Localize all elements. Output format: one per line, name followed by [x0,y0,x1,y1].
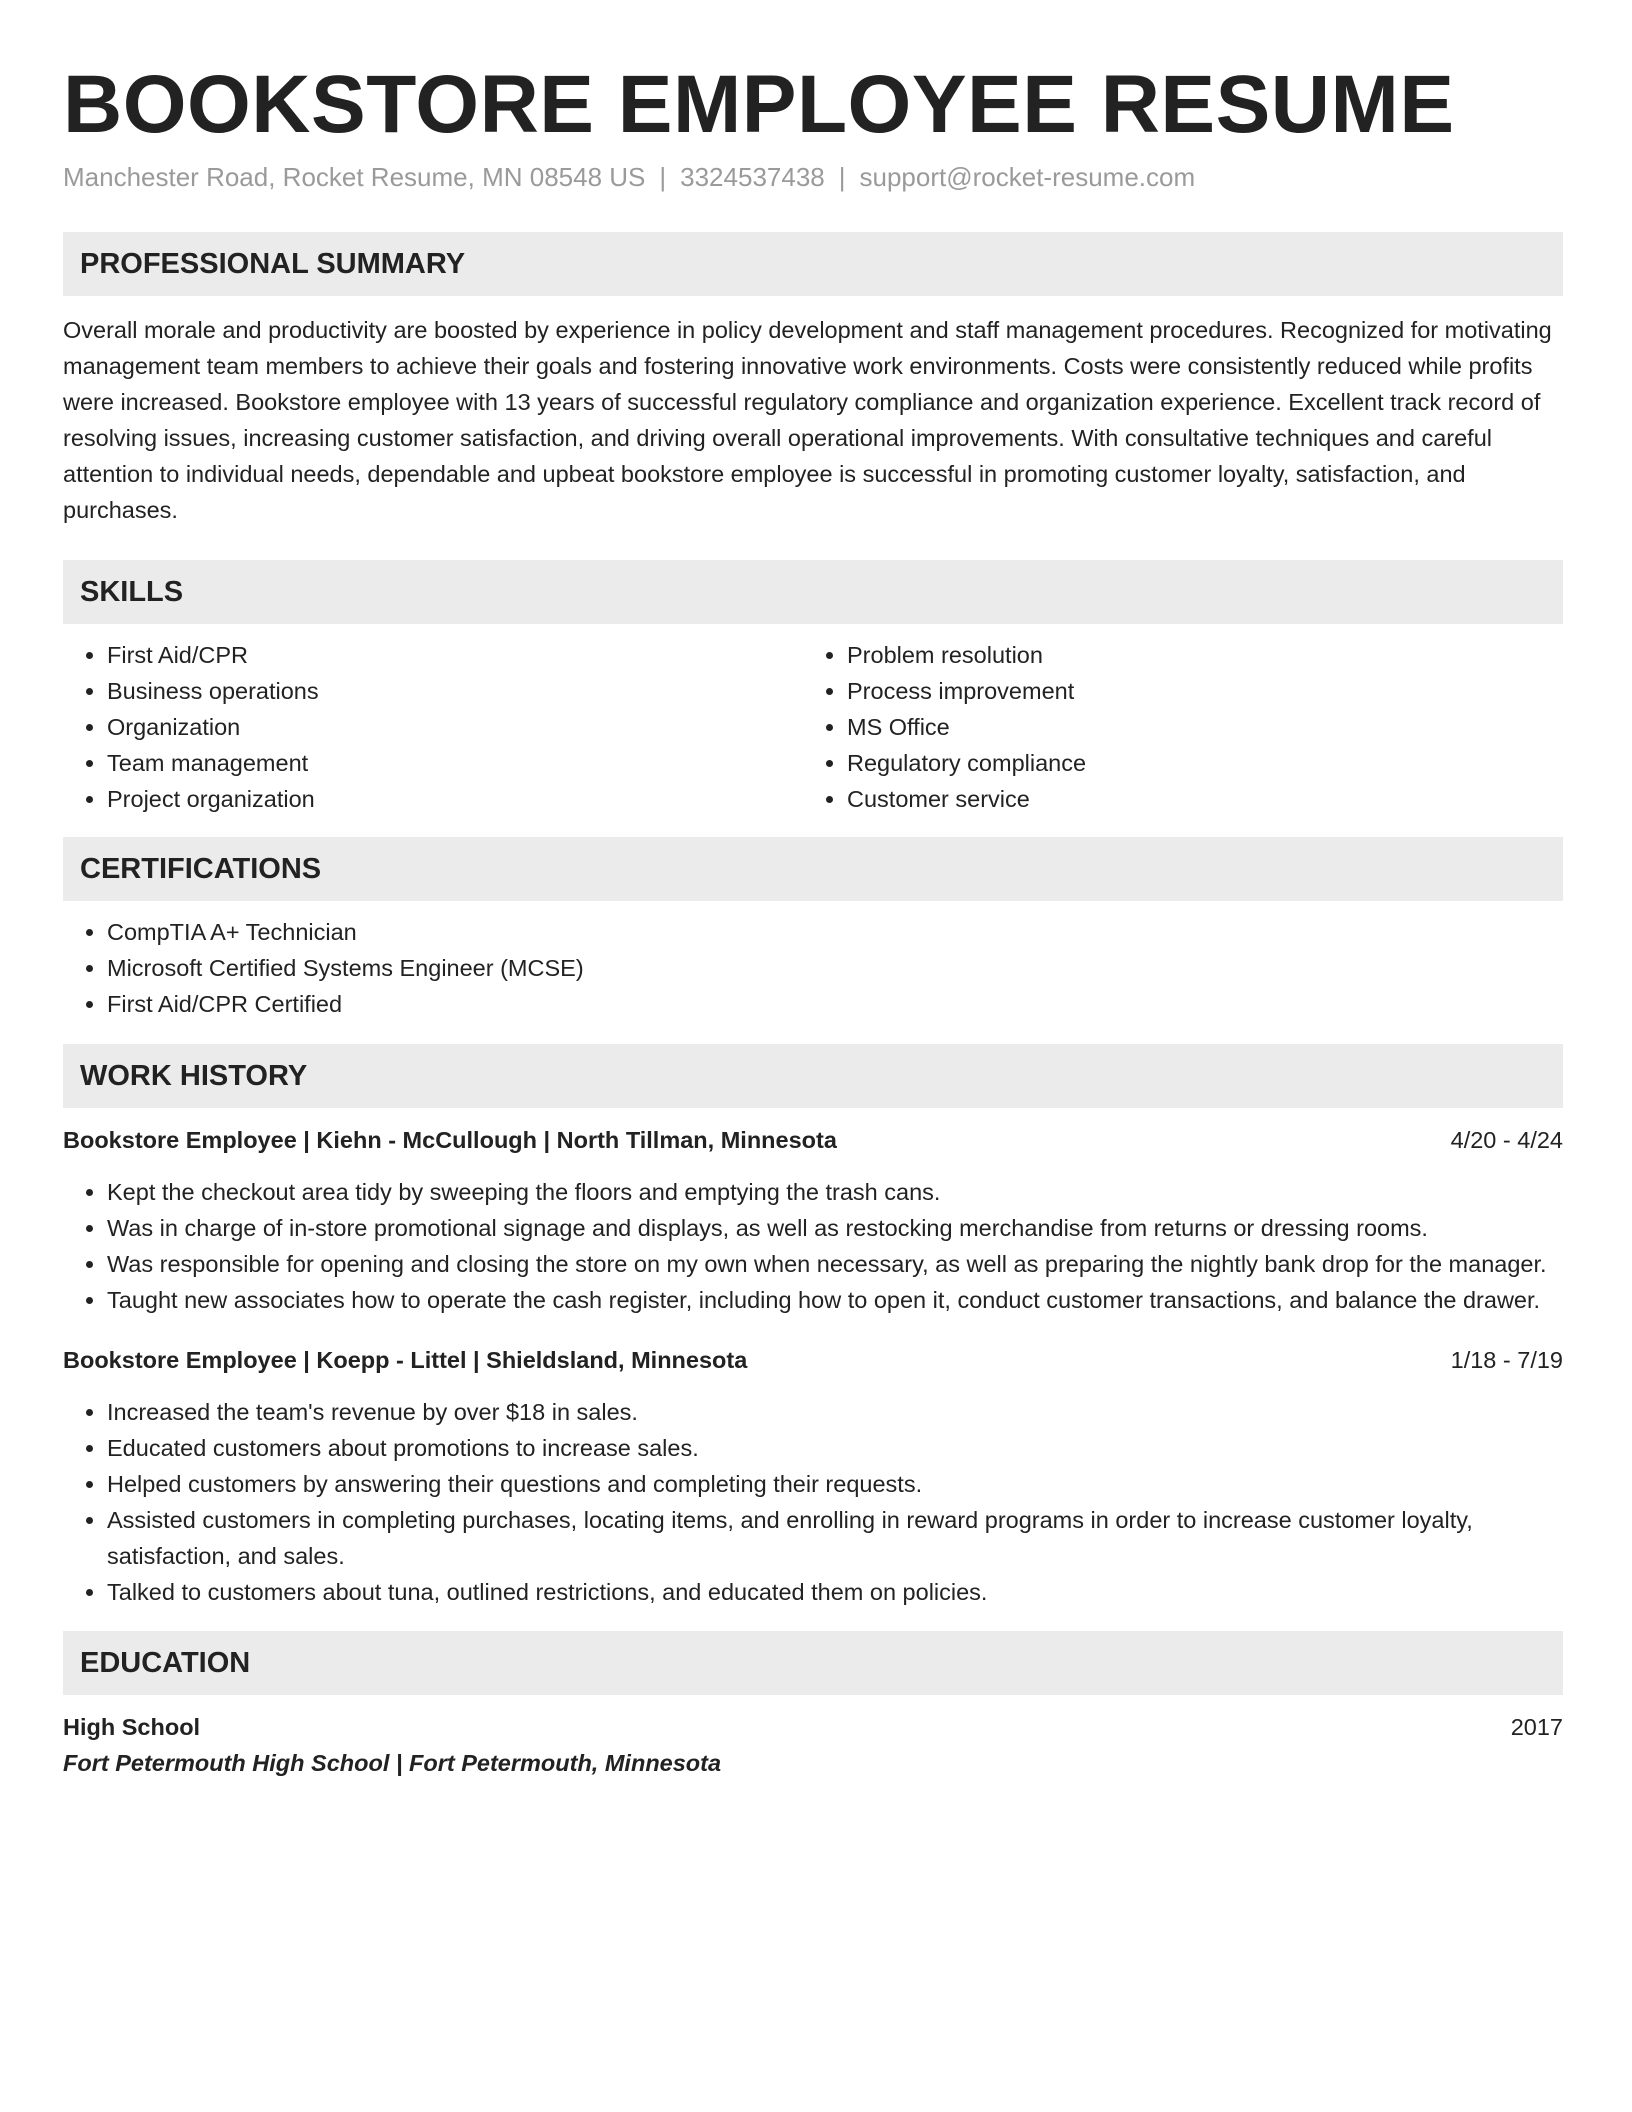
skill-item: • Business operations [107,673,803,709]
skill-item: • Team management [107,745,803,781]
contact-phone: 3324537438 [680,162,825,192]
section-heading-work-history: WORK HISTORY [63,1044,1563,1108]
job-header [63,1122,1563,1158]
section-heading-education: EDUCATION [63,1631,1563,1695]
certification-item: • First Aid/CPR Certified [107,986,1563,1022]
skill-item: • Project organization [107,781,803,817]
job-bullet: • Educated customers about promotions to increase sales. [107,1430,1563,1466]
job-bullets [63,1174,1563,1318]
skill-item: • Customer service [847,781,1543,817]
section-heading-summary: PROFESSIONAL SUMMARY [63,232,1563,296]
skill-item: • Problem resolution [847,637,1543,673]
resume-title: BOOKSTORE EMPLOYEE RESUME [63,59,1455,150]
contact-address: Manchester Road, Rocket Resume, MN 08548 US [63,162,646,192]
job-bullet: • Increased the team's revenue by over $18 in sales. [107,1394,1563,1430]
contact-separator: | [838,162,846,192]
skill-item: • Regulatory compliance [847,745,1543,781]
education-year: 2017 [1510,1714,1563,1740]
certifications-list [63,914,1563,1022]
certification-item: • Microsoft Certified Systems Engineer (MCSE) [107,950,1563,986]
contact-line [63,159,1563,195]
job-bullet: • Helped customers by answering their questions and completing their requests. [107,1466,1563,1502]
job-bullet: • Talked to customers about tuna, outlined restrictions, and educated them on policies. [107,1574,1563,1610]
skill-item: • Organization [107,709,803,745]
contact-email: support@rocket-resume.com [859,162,1196,192]
job-title: Bookstore Employee | Kiehn - McCullough | North Tillman, Minnesota [63,1127,837,1153]
job-title: Bookstore Employee | Koepp - Littel | Shieldsland, Minnesota [63,1347,748,1373]
job-dates: 4/20 - 4/24 [1450,1127,1563,1153]
skills-list [63,637,1563,817]
contact-separator: | [659,162,667,192]
summary-text: Overall morale and productivity are boosted by experience in policy development and staff management procedures. Recognized for motivating management team members to achieve their goals and fostering innovative work environments. Costs were consistently reduced while profits were increased. Bookstore employee with 13 years of successful regulatory compliance and organization experience. Excellent track record of resolving issues, increasing customer satisfaction, and driving overall operational improvements. With consultative techniques and careful attention to individual needs, dependable and upbeat bookstore employee is successful in promoting customer loyalty, satisfaction, and purchases. [63,317,1552,523]
skill-item: • First Aid/CPR [107,637,803,673]
education-degree: High School [63,1714,201,1740]
job-bullet: • Was in charge of in-store promotional signage and displays, as well as restocking merchandise from returns or dressing rooms. [107,1210,1563,1246]
resume-page [63,55,1563,1781]
certification-item: • CompTIA A+ Technician [107,914,1563,950]
education-row [63,1709,1563,1745]
skills-column-left [63,637,803,817]
skills-column-right [803,637,1543,817]
job-bullet: • Kept the checkout area tidy by sweeping the floors and emptying the trash cans. [107,1174,1563,1210]
section-heading-skills: SKILLS [63,560,1563,624]
job-bullet: • Taught new associates how to operate the cash register, including how to open it, conduct customer transactions, and balance the drawer. [107,1282,1563,1318]
skill-item: • Process improvement [847,673,1543,709]
job-bullets [63,1394,1563,1610]
job-bullet: • Was responsible for opening and closing the store on my own when necessary, as well as preparing the nightly bank drop for the manager. [107,1246,1563,1282]
job-dates: 1/18 - 7/19 [1450,1347,1563,1373]
job-header [63,1342,1563,1378]
job-bullet: • Assisted customers in completing purchases, locating items, and enrolling in reward programs in order to increase customer loyalty, satisfaction, and sales. [107,1502,1563,1574]
education-school: Fort Petermouth High School | Fort Petermouth, Minnesota [63,1750,722,1776]
skill-item: • MS Office [847,709,1543,745]
section-heading-certifications: CERTIFICATIONS [63,837,1563,901]
